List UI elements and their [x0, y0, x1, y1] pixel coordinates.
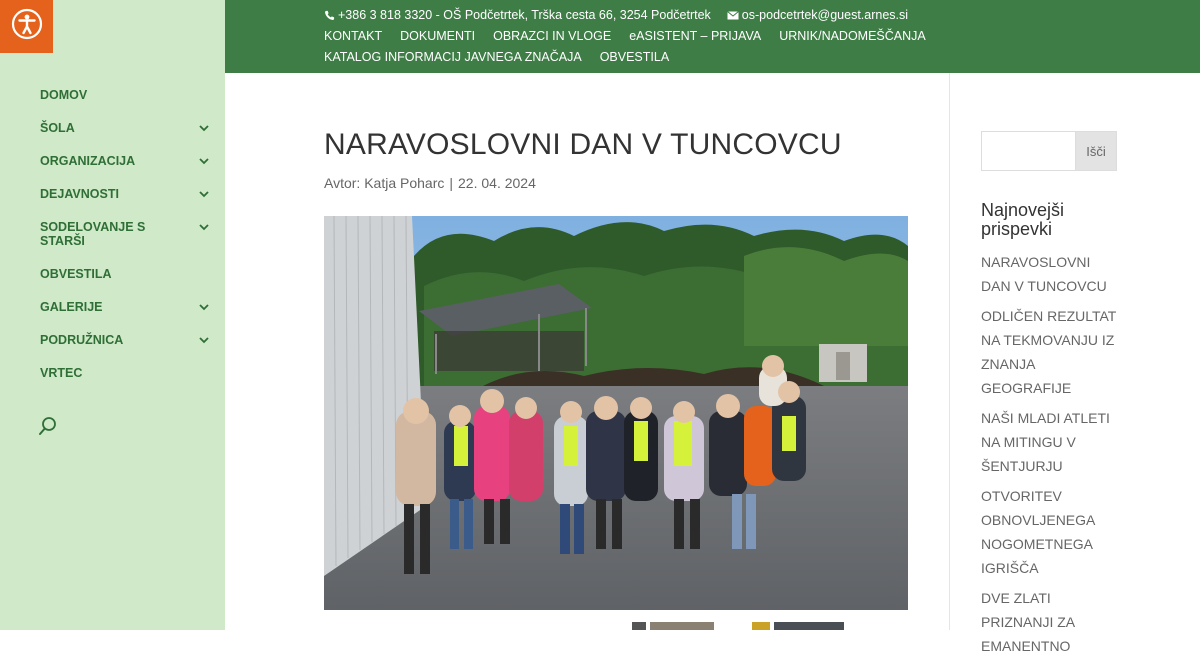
nav-item-label: DOMOV: [40, 88, 88, 102]
sidebar: [0, 0, 225, 630]
email-link[interactable]: os-podcetrtek@guest.arnes.si: [741, 8, 909, 22]
nav-item-label: SODELOVANJE S STARŠI: [40, 220, 146, 248]
chevron-down-icon[interactable]: [198, 187, 210, 201]
gallery-thumbnails: [632, 622, 848, 630]
author-prefix: Avtor:: [324, 175, 361, 191]
widget-search-input[interactable]: [981, 131, 1075, 171]
recent-post-link[interactable]: OTVORITEV OBNOVLJENEGA NOGOMETNEGA IGRIŠČA: [981, 488, 1095, 576]
contact-info: [324, 8, 908, 22]
recent-posts-title: Najnovejši prispevki: [981, 200, 1065, 239]
search-icon[interactable]: [38, 416, 60, 438]
top-header: [225, 0, 1200, 73]
nav-item-organizacija[interactable]: [40, 154, 210, 168]
nav-item-sodelovanje[interactable]: [40, 220, 210, 248]
nav-item-label: ŠOLA: [40, 121, 75, 135]
widget-search-button[interactable]: Išči: [1075, 131, 1117, 171]
top-menu-row-1: [324, 29, 944, 43]
gallery-thumbnail[interactable]: [718, 622, 748, 630]
author-link[interactable]: Katja Poharc: [364, 175, 445, 191]
top-menu-urnik[interactable]: URNIK/NADOMEŠČANJA: [779, 29, 926, 43]
phone-icon: [324, 10, 335, 21]
gallery-thumbnail[interactable]: [650, 622, 714, 630]
nav-item-galerije[interactable]: [40, 300, 210, 314]
nav-item-sola[interactable]: [40, 121, 210, 135]
nav-item-obvestila[interactable]: [40, 267, 210, 281]
nav-item-label: OBVESTILA: [40, 267, 112, 281]
recent-post-link[interactable]: NAŠI MLADI ATLETI NA MITINGU V ŠENTJURJU: [981, 410, 1110, 474]
main-navigation: [40, 88, 210, 399]
top-menu-obvestila[interactable]: OBVESTILA: [599, 50, 670, 64]
top-menu-row-2: [324, 50, 687, 64]
top-menu-kontakt[interactable]: KONTAKT: [324, 29, 383, 43]
post-featured-image: [324, 216, 908, 610]
top-menu-easistent[interactable]: eASISTENT – PRIJAVA: [629, 29, 762, 43]
sidebar-widgets: [981, 131, 1121, 664]
nav-item-label: PODRUŽNICA: [40, 333, 124, 347]
nav-item-label: DEJAVNOSTI: [40, 187, 119, 201]
post-meta: Avtor: Katja Poharc | 22. 04. 2024: [324, 175, 536, 191]
nav-item-domov[interactable]: [40, 88, 210, 102]
accessibility-icon: [11, 8, 43, 45]
post-title: NARAVOSLOVNI DAN V TUNCOVCU: [324, 128, 842, 161]
gallery-thumbnail[interactable]: [632, 622, 646, 630]
recent-posts-list: [981, 250, 1121, 658]
nav-item-label: GALERIJE: [40, 300, 103, 314]
chevron-down-icon[interactable]: [198, 154, 210, 168]
gallery-thumbnail[interactable]: [752, 622, 770, 630]
chevron-down-icon[interactable]: [198, 220, 210, 234]
chevron-down-icon[interactable]: [198, 121, 210, 135]
nav-item-label: VRTEC: [40, 366, 83, 380]
recent-post-link[interactable]: DVE ZLATI PRIZNANJI ZA EMANENTNO: [981, 590, 1075, 654]
mail-icon: [727, 11, 739, 20]
chevron-down-icon[interactable]: [198, 333, 210, 347]
top-menu-dokumenti[interactable]: DOKUMENTI: [400, 29, 476, 43]
nav-item-vrtec[interactable]: [40, 366, 210, 380]
nav-item-dejavnosti[interactable]: [40, 187, 210, 201]
chevron-down-icon[interactable]: [198, 300, 210, 314]
content-divider: [949, 73, 950, 630]
top-menu-katalog[interactable]: KATALOG INFORMACIJ JAVNEGA ZNAČAJA: [324, 50, 582, 64]
top-menu-obrazci[interactable]: OBRAZCI IN VLOGE: [493, 29, 612, 43]
widget-search: [981, 131, 1117, 171]
phone-address-text: +386 3 818 3320 - OŠ Podčetrtek, Trška cesta 66, 3254 Podčetrtek: [338, 8, 711, 22]
recent-post-link[interactable]: ODLIČEN REZULTAT NA TEKMOVANJU IZ ZNANJA GEOGRAFIJE: [981, 308, 1117, 396]
nav-item-podruznica[interactable]: [40, 333, 210, 347]
nav-item-label: ORGANIZACIJA: [40, 154, 136, 168]
gallery-thumbnail[interactable]: [774, 622, 844, 630]
accessibility-button[interactable]: [0, 0, 53, 53]
main-content: [225, 73, 950, 630]
post-date: 22. 04. 2024: [458, 175, 536, 191]
recent-post-link[interactable]: NARAVOSLOVNI DAN V TUNCOVCU: [981, 254, 1107, 294]
